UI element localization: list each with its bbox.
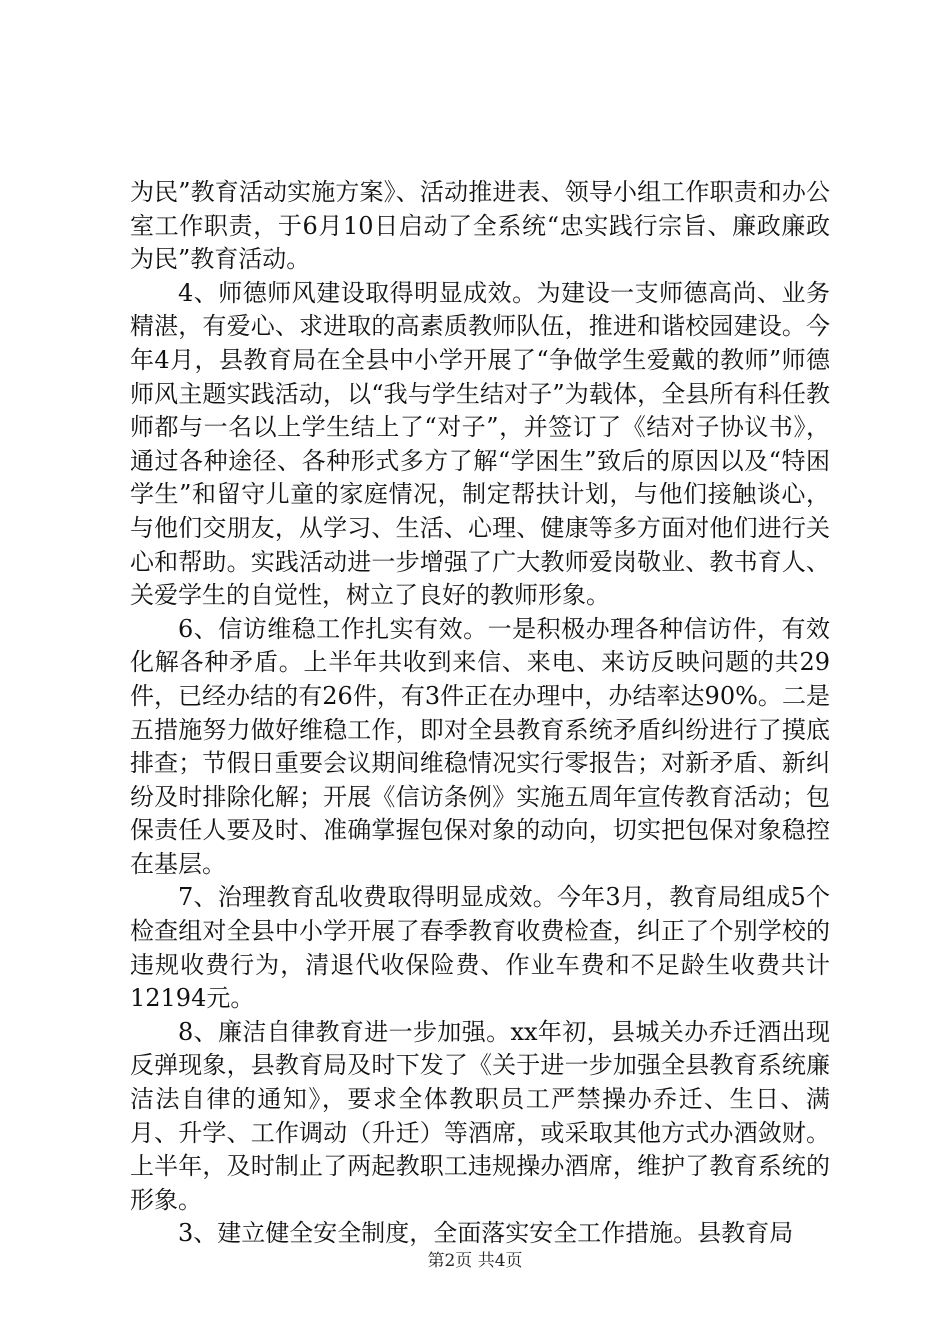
paragraph-safety-system: 3、建立健全安全制度，全面落实安全工作措施。县教育局 [178, 1219, 794, 1248]
paragraph-integrity-education: 8、廉洁自律教育进一步加强。xx年初，县城关办乔迁酒出现反弹现象，县教育局及时下发了《关于进一步加强全县教育系统廉洁法自律的通知》，要求全体教职员工严禁操办乔迁、生日、满月、升学、工作调动（升迁）等酒席，或采取其他方式办酒敛财。上半年，及时制止了两起教职工违规操办酒席，维护了教育系统的形象。 [130, 1017, 830, 1214]
paragraph-fee-governance: 7、治理教育乱收费取得明显成效。今年3月，教育局组成5个检查组对全县中小学开展了春季教育收费检查，纠正了个别学校的违规收费行为，清退代收保险费、作业车费和不足龄生收费共计12194元。 [130, 883, 830, 1013]
paragraph-petition-stability: 6、信访维稳工作扎实有效。一是积极办理各种信访件，有效化解各种矛盾。上半年共收到来信、来电、来访反映问题的共29件，已经办结的有26件，有3件正在办理中，办结率达90%。二是五措施努力做好维稳工作，即对全县教育系统矛盾纠纷进行了摸底排查；节假日重要会议期间维稳情况实行零报告；对新矛盾、新纠纷及时排除化解；开展《信访条例》实施五周年宣传教育活动；包保责任人要及时、准确掌握包保对象的动向，切实把包保对象稳控在基层。 [130, 614, 830, 878]
document-body [130, 176, 830, 1251]
page-footer: 第2页 共4页 [427, 1251, 523, 1271]
paragraph-teacher-ethics: 4、师德师风建设取得明显成效。为建设一支师德高尚、业务精湛，有爱心、求进取的高素质教师队伍，推进和谐校园建设。今年4月，县教育局在全县中小学开展了“争做学生爱戴的教师”师德师风主题实践活动，以“我与学生结对子”为载体，全县所有科任教师都与一名以上学生结上了“对子”，并签订了《结对子协议书》，通过各种途径、各种形式多方了解“学困生”致后的原因以及“特困学生”和留守儿童的家庭情况，制定帮扶计划，与他们接触谈心，与他们交朋友，从学习、生活、心理、健康等多方面对他们进行关心和帮助。实践活动进一步增强了广大教师爱岗敬业、教书育人、关爱学生的自觉性，树立了良好的教师形象。 [130, 278, 830, 610]
paragraph-continuation: 为民”教育活动实施方案》、活动推进表、领导小组工作职责和办公室工作职责，于6月10日启动了全系统“忠实践行宗旨、廉政廉政为民”教育活动。 [130, 178, 830, 274]
